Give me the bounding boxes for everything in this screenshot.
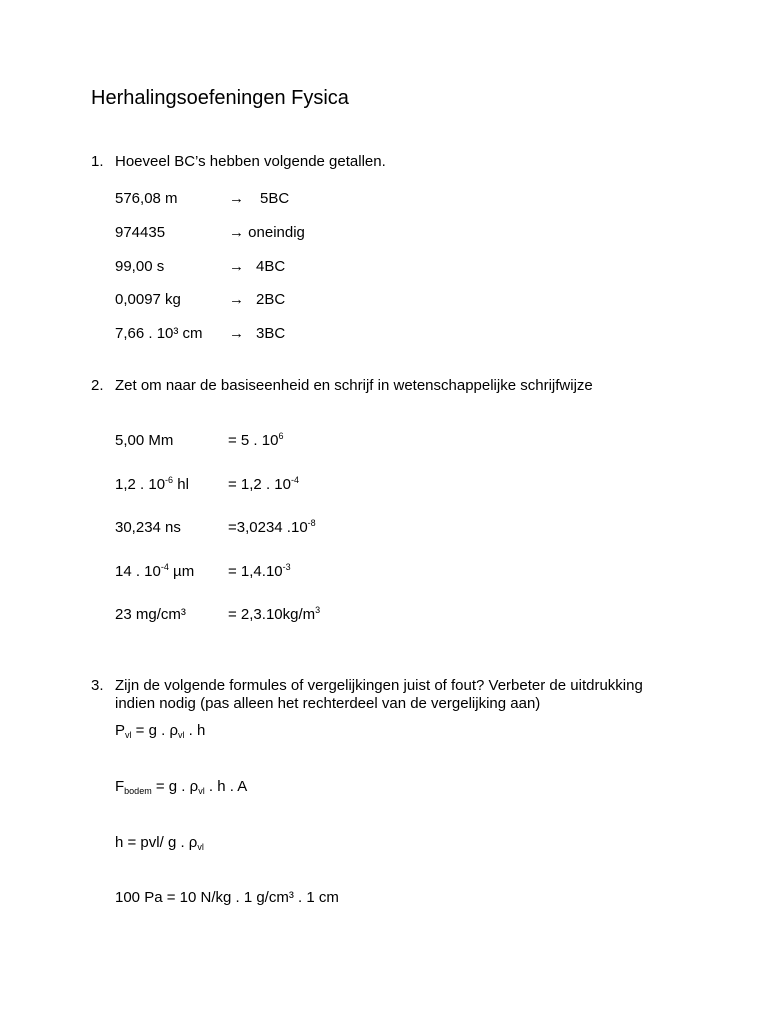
formula-2: $F_{bodem} = g$ . $\rho_{vl}$ . h . A (115, 778, 248, 796)
page-title: Herhalingsoefeningen Fysica (91, 87, 349, 109)
question-3-line-1: Zijn de volgende formules of vergelijkingen juist of fout? Verbeter de uitdrukking (115, 677, 643, 694)
arrow-right-icon: → (229, 224, 244, 241)
formula-4: 100 Pa = 10 N/kg . 1 g/cm³ . 1 cm (115, 889, 339, 906)
q2-row-2-value: 1,2 . $10^{-6}$ hl (115, 475, 189, 493)
formula-1: $P_{vl} = g$ . $\rho_{vl}$ . h (115, 722, 206, 740)
q1-row-3-answer: → 4BC (229, 258, 286, 275)
q1-row-4-value: 0,0097 kg (115, 291, 181, 308)
formula-3: h = pvl/ g . $\rho_{vl}$ (115, 834, 204, 852)
q1-row-1-value: 576,08 m (115, 190, 178, 207)
q2-row-3-answer: =3,0234 $.10^{-8}$ (228, 518, 316, 536)
q1-row-1-answer: → 5BC (229, 190, 290, 207)
q2-row-4-answer: = $1,4.10^{-3}$ (228, 562, 291, 580)
q1-row-4-answer: → 2BC (229, 291, 286, 308)
arrow-right-icon: → (229, 190, 244, 207)
question-2-text: Zet om naar de basiseenheid en schrijf in wetenschappelijke schrijfwijze (115, 377, 593, 394)
q1-row-5-answer: → 3BC (229, 325, 286, 342)
question-1-text: Hoeveel BC’s hebben volgende getallen. (115, 153, 386, 170)
arrow-right-icon: → (229, 291, 244, 308)
q2-row-5-value: 23 mg/cm³ (115, 606, 186, 623)
question-2-number: 2. (91, 377, 104, 394)
q1-row-2-value: 974435 (115, 224, 166, 241)
q2-row-5-answer: = $2,3.10kg/m^3$ (228, 605, 321, 623)
q2-row-1-value: 5,00 Mm (115, 432, 174, 449)
q1-row-5-value: 7,66 . 10³ cm (115, 325, 203, 342)
question-3-number: 3. (91, 677, 104, 694)
arrow-right-icon: → (229, 258, 244, 275)
question-3-line-2: indien nodig (pas alleen het rechterdeel van de vergelijking aan) (115, 695, 541, 712)
q1-row-2-answer: → oneindig (229, 224, 305, 241)
q2-row-1-answer: = 5 . $10^6$ (228, 431, 284, 449)
q1-row-3-value: 99,00 s (115, 258, 165, 275)
q2-row-4-value: 14 . $10^{-4}$ µm (115, 562, 195, 580)
q2-row-2-answer: = 1,2 . $10^{-4}$ (228, 475, 299, 493)
arrow-right-icon: → (229, 325, 244, 342)
q2-row-3-value: 30,234 ns (115, 519, 181, 536)
question-1-number: 1. (91, 153, 104, 170)
